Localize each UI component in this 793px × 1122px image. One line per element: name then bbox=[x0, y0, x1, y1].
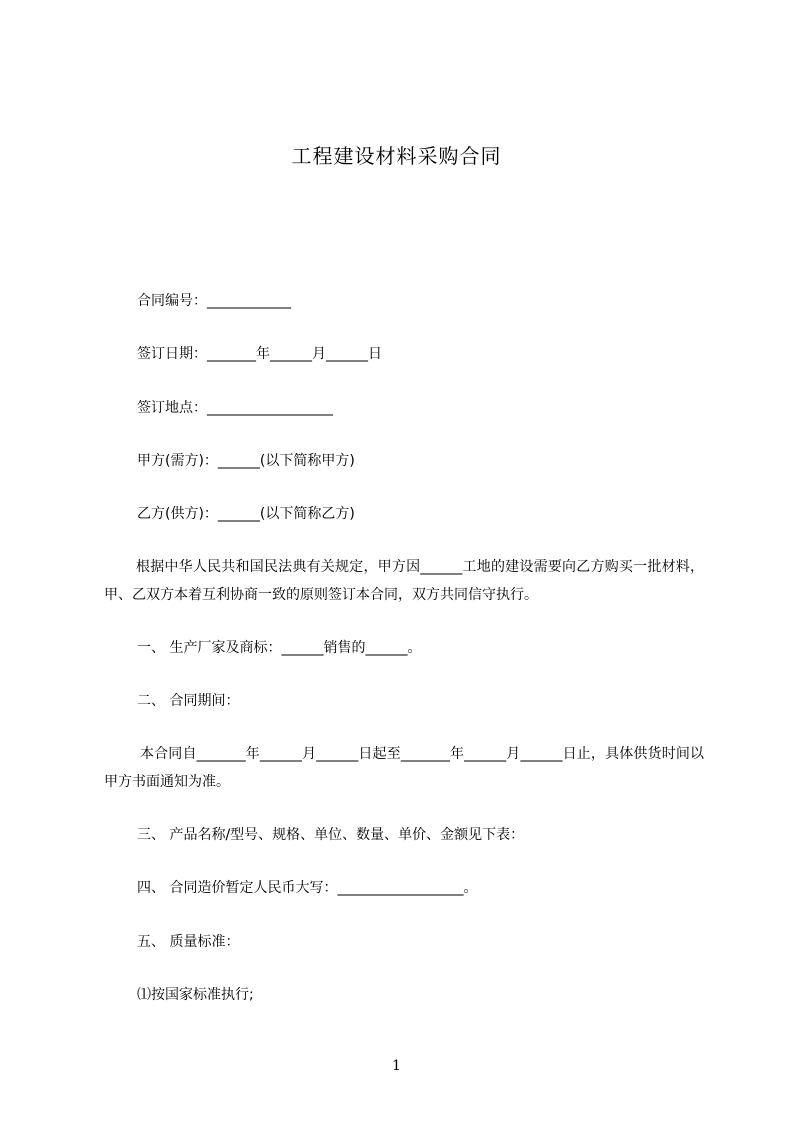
preamble-paragraph: 根据中华人民共和国民法典有关规定，甲方因______工地的建设需要向乙方购买一批材料，甲、乙双方本着互利协商一致的原则签订本合同，双方共同信守执行。 bbox=[104, 559, 704, 603]
party-b-line: 乙方(供方)：______(以下简称乙方) bbox=[137, 506, 355, 522]
clause-2-heading: 二、 合同期间： bbox=[137, 693, 240, 709]
clause-3-products: 三、 产品名称/型号、规格、单位、数量、单价、金额见下表： bbox=[137, 827, 525, 843]
clause-5-heading: 五、 质量标准： bbox=[137, 934, 240, 950]
clause-2-body: 本合同自_______年______月______日起至_______年______月______日止，具体供货时间以甲方书面通知为准。 bbox=[104, 746, 704, 790]
contract-number-line: 合同编号：____________ bbox=[137, 293, 291, 309]
party-a-line: 甲方(需方)：______(以下简称甲方) bbox=[137, 453, 355, 469]
clause-5-item-1: ⑴按国家标准执行; bbox=[137, 987, 254, 1003]
clause-1-manufacturer: 一、 生产厂家及商标：______销售的______。 bbox=[137, 640, 422, 656]
sign-date-line: 签订日期：_______年______月______日 bbox=[137, 346, 382, 362]
document-title: 工程建设材料采购合同 bbox=[291, 144, 502, 168]
page-number: 1 bbox=[392, 1058, 401, 1074]
clause-4-price: 四、 合同造价暂定人民币大写：__________________。 bbox=[137, 880, 478, 896]
sign-place-line: 签订地点：__________________ bbox=[137, 400, 333, 416]
